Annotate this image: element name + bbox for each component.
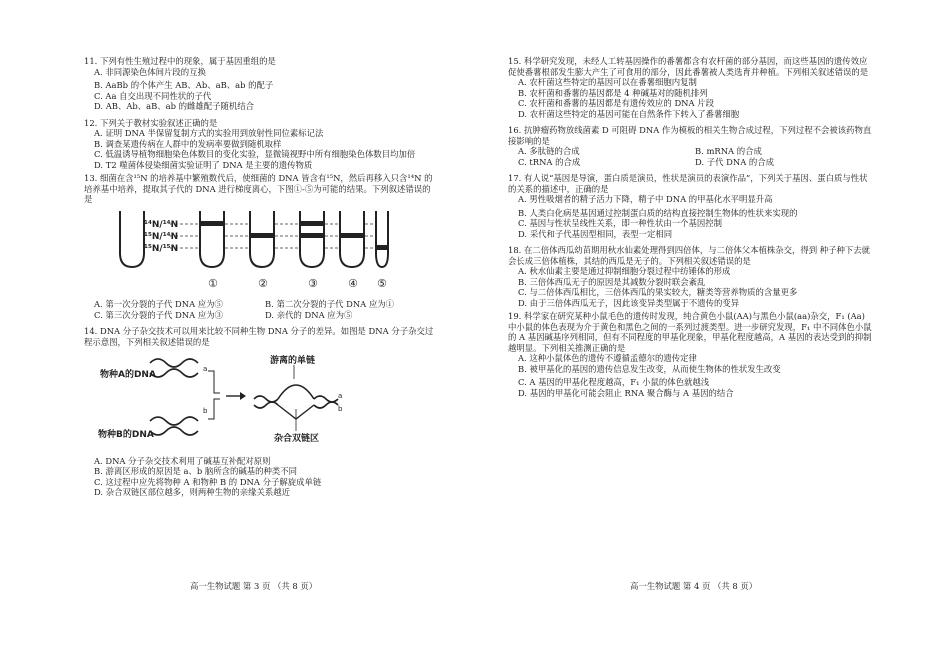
dna-hybridization-figure	[90, 349, 436, 452]
option-c: C. 这过程中应先将物种 A 和物种 B 的 DNA 分子解旋成单链	[94, 476, 322, 487]
page-footer: 高一生物试题 第 3 页 （共 8 页）	[190, 581, 318, 591]
option-c: C. tRNA 的合成	[518, 156, 581, 167]
option-a: A. 这种小鼠体色的遗传不遵循孟德尔的遗传定律	[518, 353, 697, 363]
label-species-b-dna: 物种B的DNA	[98, 430, 154, 440]
label-free-strand: 游离的单链	[270, 356, 316, 366]
tube-5	[376, 211, 388, 267]
option-a: A. 农杆菌这些特定的基因可以在番薯细胞内复制	[518, 77, 697, 87]
option-b: B. mRNA 的合成	[695, 146, 762, 156]
svg-text:a: a	[338, 392, 343, 400]
option-a: A. 第一次分裂的子代 DNA 应为⑤	[94, 299, 223, 309]
option-b: B. 被甲基化的基因的遗传信息发生改变，从而使生物体的性状发生改变	[518, 363, 781, 374]
question-stem: 19. 科学家在研究某种小鼠毛色的遗传时发现，纯合黄色小鼠(AA)与黑色小鼠(aa)杂交，F₁ (Aa)中小鼠的体色表现为介于黄色和黑色之间的一系列过渡类型。进一步研究发现，F₁ 中不同体色小鼠的 A 基因碱基序列相同，但有不同程度的甲基化现象，甲基化程度越高，A 基因的表达受到的抑制越明显。下列相关推测正确的是	[508, 311, 872, 353]
tube-4	[340, 211, 364, 267]
option-d: D. 子代 DNA 的合成	[695, 156, 775, 167]
tube-number-4: ④	[348, 276, 358, 290]
svg-text:b: b	[203, 407, 208, 415]
option-b: B. AaBb 的个体产生 AB、Ab、aB、ab 的配子	[94, 80, 274, 90]
option-c: C. 基因与性状呈线性关系，即一种性状由一个基因控制	[518, 218, 723, 228]
label-15n-14n: ¹⁵N/¹⁴N	[144, 231, 179, 242]
options-row	[518, 157, 872, 168]
option-c: C. Aa 自交出现不同性状的子代	[94, 90, 212, 101]
tube-1	[200, 211, 224, 267]
question-14	[84, 326, 436, 498]
option-a: A. 证明 DNA 半保留复制方式的实验用到放射性同位素标记法	[94, 128, 324, 138]
label-15n-15n: ¹⁵N/¹⁵N	[144, 243, 179, 254]
option-b: B. 农杆菌和番薯的基因都是 4 种碱基对的随机排列	[518, 87, 708, 98]
label-species-a-dna: 物种A的DNA	[100, 370, 156, 380]
label-hybrid-region: 杂合双链区	[274, 434, 320, 444]
right-column	[508, 56, 872, 398]
option-a: A. 秋水仙素主要是通过抑制细胞分裂过程中纺锤体的形成	[518, 266, 731, 276]
question-18	[508, 245, 872, 308]
question-stem: 18. 在二倍体西瓜幼苗期用秋水仙素处理得到四倍体，与二倍体父本植株杂交，得到 种子种下去就会长成三倍体植株，其结的西瓜是无子的。下列相关叙述错误的是	[508, 245, 871, 266]
tube-3	[300, 211, 324, 267]
option-c: C. 低温诱导植物细胞染色体数目的变化实验，显微镜视野中所有细胞染色体数目均加倍	[94, 149, 416, 159]
left-column	[84, 56, 436, 498]
label-14n-14n: ¹⁴N/¹⁴N	[144, 219, 179, 230]
option-c: C. A 基因的甲基化程度越高，F₁ 小鼠的体色就越浅	[518, 377, 710, 387]
svg-text:a: a	[203, 365, 208, 373]
question-11	[84, 56, 436, 112]
tube-number-5: ⑤	[377, 276, 387, 290]
tube-number-3: ③	[308, 276, 318, 290]
option-a: A. 多肽链的合成	[518, 146, 580, 156]
question-19	[508, 311, 872, 398]
option-d: D. AB、Ab、aB、ab 的雌雄配子随机结合	[94, 101, 255, 111]
tube-2	[250, 211, 274, 267]
option-c: C. 第三次分裂的子代 DNA 应为③	[94, 309, 223, 320]
option-d: D. 基因的甲基化可能会阻止 RNA 聚合酶与 A 基因的结合	[518, 387, 734, 398]
question-stem: 17. 有人说“基因是导演，蛋白质是演员，性状是演员的表演作品”，下列关于基因、蛋白质与性状的关系的描述中，正确的是	[508, 173, 868, 194]
option-b: B. 游离区形成的原因是 a、b 脑所含的碱基的种类不同	[94, 466, 298, 476]
question-stem: 14. DNA 分子杂交技术可以用来比较不同种生物 DNA 分子的差异。如图是 DNA 分子杂交过程示意图，下列相关叙述错误的是	[84, 326, 434, 347]
option-d: D. 采代和子代基因型相同，表型一定相同	[518, 228, 673, 239]
svg-text:b: b	[338, 405, 343, 413]
question-stem: 11. 下列有性生殖过程中的现象，属于基因重组的是	[84, 56, 276, 66]
option-c: C. 与二倍体西瓜相比，三倍体西瓜的果实较大，糖类等营养物质的含量更多	[518, 287, 798, 297]
option-b: B. 第二次分裂的子代 DNA 应为①	[265, 299, 395, 309]
question-17	[508, 173, 872, 239]
question-stem: 16. 抗肿瘤药物放线菌素 D 可阻碍 DNA 作为模板的相关生物合成过程，下列过程不会被该药物直接影响的是	[508, 125, 872, 146]
option-a: A. 男性吸烟者的精子活力下降，精子中 DNA 的甲基化水平明显升高	[518, 194, 773, 204]
tube-number-2: ②	[258, 276, 268, 290]
option-d: D. 杂合双链区部位越多，则两种生物的亲缘关系越近	[94, 487, 290, 497]
question-stem: 12. 下列关于教材实验叙述正确的是	[84, 117, 218, 128]
option-d: D. 农杆菌这些特定的基因可能在自然条件下转入了番薯细胞	[518, 108, 740, 119]
options-row	[94, 310, 436, 321]
option-d: D. 亲代的 DNA 应为⑤	[265, 309, 353, 320]
option-d: D. 由于三倍体西瓜无子，因此该变异类型属于不遗传的变异	[518, 297, 740, 308]
option-b: B. 调查某遗传病在人群中的发病率要做到随机取样	[94, 138, 282, 149]
question-stem: 15. 科学研究发现，未经人工转基因操作的番薯都含有农杆菌的部分基因，而这些基因的遗传效应促使番薯根部发生膨大产生了可食用的部分，因此番薯被人类选育并种植。下列相关叙述错误的是	[508, 56, 869, 77]
options-row	[94, 299, 436, 310]
option-a: A. 非同源染色体间片段的互换	[94, 66, 206, 77]
question-15	[508, 56, 872, 119]
option-a: A. DNA 分子杂交技术利用了碱基互补配对原则	[94, 455, 271, 466]
option-d: D. T2 噬菌体侵染细菌实验证明了 DNA 是主要的遗传物质	[94, 159, 313, 170]
centrifuge-tubes-figure	[90, 207, 436, 296]
option-b: B. 人类白化病是基因通过控制蛋白质的结构直接控制生物体的性状来实现的	[518, 207, 798, 218]
question-13	[84, 173, 436, 320]
options-row	[518, 146, 872, 157]
tube-number-1: ①	[208, 276, 218, 290]
option-c: C. 农杆菌和番薯的基因都是有遗传效应的 DNA 片段	[518, 98, 714, 108]
question-stem: 13. 细菌在含¹⁵N 的培养基中繁殖数代后，使细菌的 DNA 皆含有¹⁵N，然后再移入只含¹⁴N 的培养基中培养，提取其子代的 DNA 进行梯度离心，下图①-⑤为可能的结果。下列叙述错误的是	[84, 173, 433, 204]
option-b: B. 三倍体西瓜无子的原因是其减数分裂时联会紊乱	[518, 276, 706, 287]
question-16	[508, 125, 872, 167]
page-footer: 高一生物试题 第 4 页 （共 8 页）	[630, 581, 758, 591]
question-12	[84, 118, 436, 171]
